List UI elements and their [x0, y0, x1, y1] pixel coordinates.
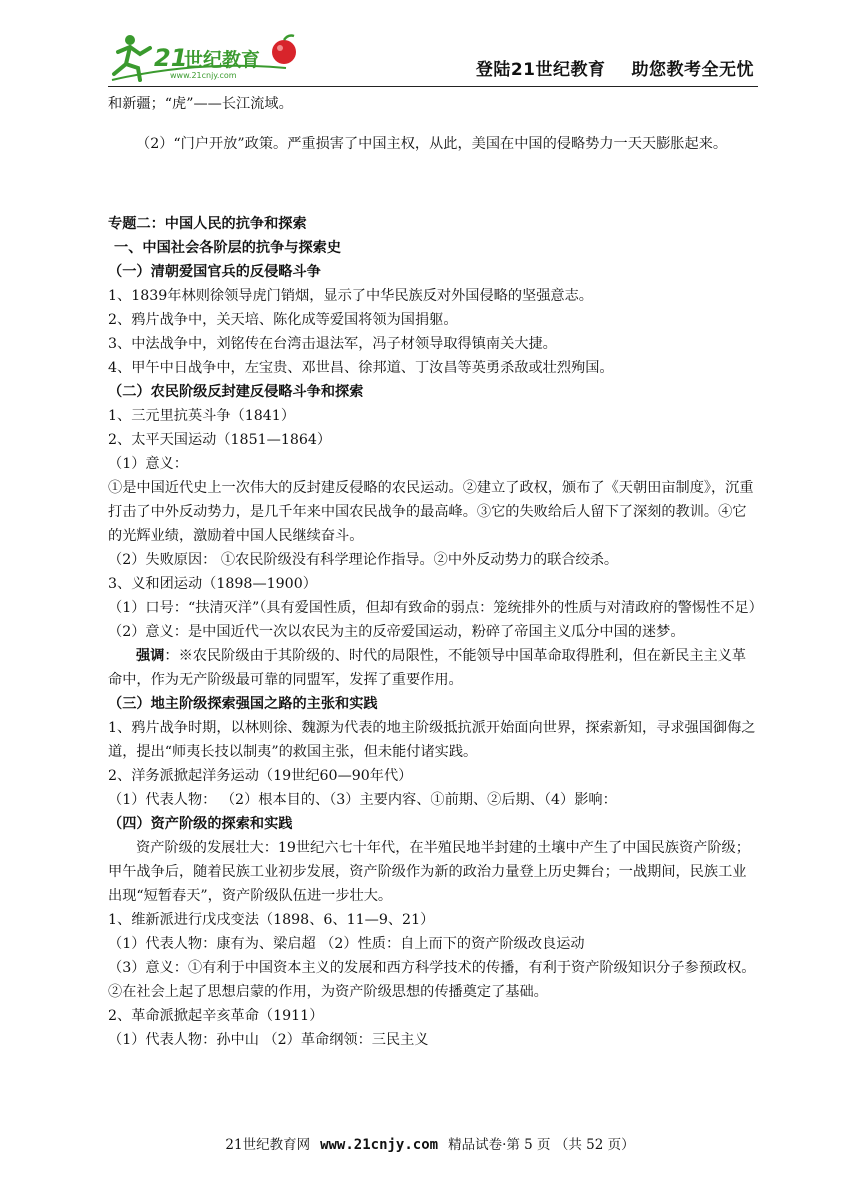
page-footer — [0, 1133, 860, 1153]
list-item: 3、义和团运动（1898—1900） — [108, 576, 317, 592]
document-body — [108, 92, 763, 1052]
list-item: （1）意义： — [108, 456, 188, 472]
subsection-heading: （三）地主阶级探索强国之路的主张和实践 — [108, 696, 378, 712]
list-item: （2）失败原因： ①农民阶级没有科学理论作指导。②中外反动势力的联合绞杀。 — [108, 552, 619, 568]
list-item: 2、革命派掀起辛亥革命（1911） — [108, 1008, 324, 1024]
subsection-title: 一、中国社会各阶层的抗争与探索史 — [114, 240, 342, 256]
svg-text:世纪教育: 世纪教育 — [184, 49, 261, 71]
slogan-right: 助您教考全无忧 — [631, 60, 754, 80]
list-item: 1、维新派进行戊戌变法（1898、6、11—9、21） — [108, 912, 435, 928]
list-item: 2、洋务派掀起洋务运动（19世纪60—90年代） — [108, 768, 413, 784]
21cnjy-logo — [108, 30, 308, 84]
svg-text:21: 21 — [154, 44, 188, 72]
svg-text:www.21cnjy.com: www.21cnjy.com — [170, 71, 237, 80]
list-item: （1）代表人物：康有为、梁启超 （2）性质：自上而下的资产阶级改良运动 — [108, 936, 585, 952]
list-item: 1、鸦片战争时期，以林则徐、魏源为代表的地主阶级抵抗派开始面向世界，探索新知，寻求强国御侮之道，提出“师夷长技以制夷”的救国主张，但未能付诸实践。 — [108, 720, 756, 760]
paragraph: （3）意义：①有利于中国资本主义的发展和西方科学技术的传播，有利于资产阶级知识分子参预政权。②在社会上起了思想启蒙的作用，为资产阶级思想的传播奠定了基础。 — [108, 960, 756, 1000]
footer-left: 21世纪教育网 — [225, 1137, 311, 1153]
paragraph: 和新疆；“虎”——长江流域。 — [108, 96, 293, 112]
header-slogan — [476, 55, 754, 80]
list-item: 2、鸦片战争中，关天培、陈化成等爱国将领为国捐躯。 — [108, 312, 458, 328]
subsection-heading: （四）资产阶级的探索和实践 — [108, 816, 293, 832]
list-item: 3、中法战争中，刘铭传在台湾击退法军，冯子材领导取得镇南关大捷。 — [108, 336, 557, 352]
slogan-left: 登陆21世纪教育 — [475, 60, 606, 80]
list-item: 1、1839年林则徐领导虎门销烟，显示了中华民族反对外国侵略的坚强意志。 — [108, 288, 593, 304]
emphasis-label: 强调 — [136, 648, 165, 664]
emphasis-paragraph — [108, 644, 760, 692]
footer-site: www.21cnjy.com — [320, 1137, 439, 1153]
subsection-heading: （一）清朝爱国官兵的反侵略斗争 — [108, 264, 321, 280]
paragraph: （2）“门户开放”政策。严重损害了中国主权，从此，美国在中国的侵略势力一天天膨胀起来。 — [136, 136, 728, 152]
emphasis-text: ：※农民阶级由于其阶级的、时代的局限性，不能领导中国革命取得胜利，但在新民主主义革命中，作为无产阶级最可靠的同盟军，发挥了重要作用。 — [108, 648, 747, 688]
list-item: 1、三元里抗英斗争（1841） — [108, 408, 296, 424]
list-item: （1）代表人物：孙中山 （2）革命纲领：三民主义 — [108, 1032, 429, 1048]
paragraph: 资产阶级的发展壮大：19世纪六七十年代，在半殖民地半封建的土壤中产生了中国民族资产阶级；甲午战争后，随着民族工业初步发展，资产阶级作为新的政治力量登上历史舞台；一战期间，民族工业出现“短暂春天”，资产阶级队伍进一步壮大。 — [108, 840, 750, 904]
list-item: 4、甲午中日战争中，左宝贵、邓世昌、徐邦道、丁汝昌等英勇杀敌或壮烈殉国。 — [108, 360, 614, 376]
section-title: 专题二：中国人民的抗争和探索 — [108, 216, 307, 232]
list-item: 2、太平天国运动（1851—1864） — [108, 432, 332, 448]
list-item: （1）代表人物： （2）根本目的、（3）主要内容、①前期、②后期、（4）影响： — [108, 792, 617, 808]
subsection-heading: （二）农民阶级反封建反侵略斗争和探索 — [108, 384, 364, 400]
page-header — [108, 30, 758, 87]
list-item: （2）意义：是中国近代一次以农民为主的反帝爱国运动，粉碎了帝国主义瓜分中国的迷梦。 — [108, 624, 685, 640]
list-item: （1）口号：“扶清灭洋”（具有爱国性质，但却有致命的弱点：笼统排外的性质与对清政府的警惕性不足） — [108, 600, 763, 616]
paragraph: ①是中国近代史上一次伟大的反封建反侵略的农民运动。②建立了政权，颁布了《天朝田亩制度》，沉重打击了中外反动势力，是几千年来中国农民战争的最高峰。③它的失败给后人留下了深刻的教训。④它的光辉业绩，激励着中国人民继续奋斗。 — [108, 480, 754, 544]
footer-page-info: 精品试卷·第 5 页 （共 52 页） — [448, 1137, 635, 1153]
